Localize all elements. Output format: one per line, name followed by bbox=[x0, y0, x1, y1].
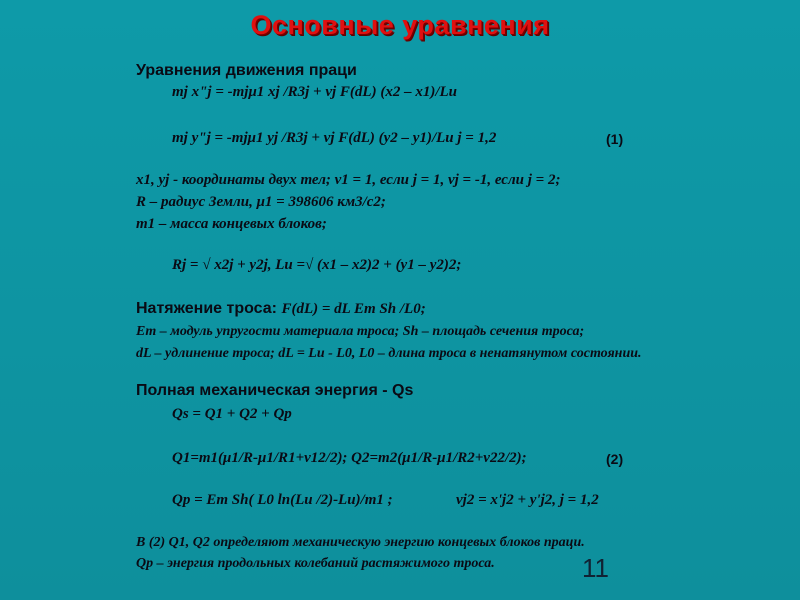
equation-number-2: (2) bbox=[606, 451, 624, 467]
section1-heading: Уравнения движения праци bbox=[136, 62, 357, 79]
page-number: 11 bbox=[582, 553, 609, 583]
note-energy-blocks: В (2) Q1, Q2 определяют механическую энергию концевых блоков праци. bbox=[136, 535, 585, 550]
definition-mass: m1 – масса концевых блоков; bbox=[136, 216, 327, 232]
definition-radius: R – радиус Земли, μ1 = 398606 км3/с2; bbox=[136, 194, 386, 210]
slide-title: Основные уравнения bbox=[250, 10, 550, 40]
section3-heading: Полная механическая энергия - Qs bbox=[136, 382, 414, 399]
section2-heading-text: Натяжение троса: bbox=[136, 300, 277, 317]
section2-heading bbox=[136, 300, 426, 318]
tension-equation: F(dL) = dL Em Sh /L0; bbox=[281, 301, 426, 317]
equation-r: Rj = √ x2j + y2j, Lu =√ (x1 – x2)2 + (y1 – y2)2; bbox=[172, 257, 462, 273]
equation-qp: Qp = Em Sh( L0 ln(Lu /2)-Lu)/m1 ; bbox=[172, 492, 393, 508]
note-energy-tether: Qp – энергия продольных колебаний растяжимого троса. bbox=[136, 556, 495, 571]
definition-elasticity: Em – модуль упругости материала троса; Sh – площадь сечения троса; bbox=[136, 324, 585, 339]
definition-elongation: dL – удлинение троса; dL = Lu - L0, L0 – длина троса в ненатянутом состоянии. bbox=[136, 346, 642, 361]
equation-velocity: νj2 = x'j2 + y'j2, j = 1,2 bbox=[456, 492, 599, 508]
equation-q12: Q1=m1(μ1/R-μ1/R1+ν12/2); Q2=m2(μ1/R-μ1/R2+ν22/2); bbox=[172, 450, 527, 466]
equation-y: mj y"j = -mjμ1 yj /R3j + νj F(dL) (y2 – y1)/Lu j = 1,2 bbox=[172, 130, 497, 146]
equation-x: mj x"j = -mjμ1 xj /R3j + νj F(dL) (x2 – x1)/Lu bbox=[172, 84, 457, 100]
equation-number-1: (1) bbox=[606, 131, 624, 147]
definition-coordinates: x1, yj - координаты двух тел; ν1 = 1, если j = 1, νj = -1, если j = 2; bbox=[136, 172, 561, 188]
equation-qs: Qs = Q1 + Q2 + Qp bbox=[172, 406, 292, 422]
